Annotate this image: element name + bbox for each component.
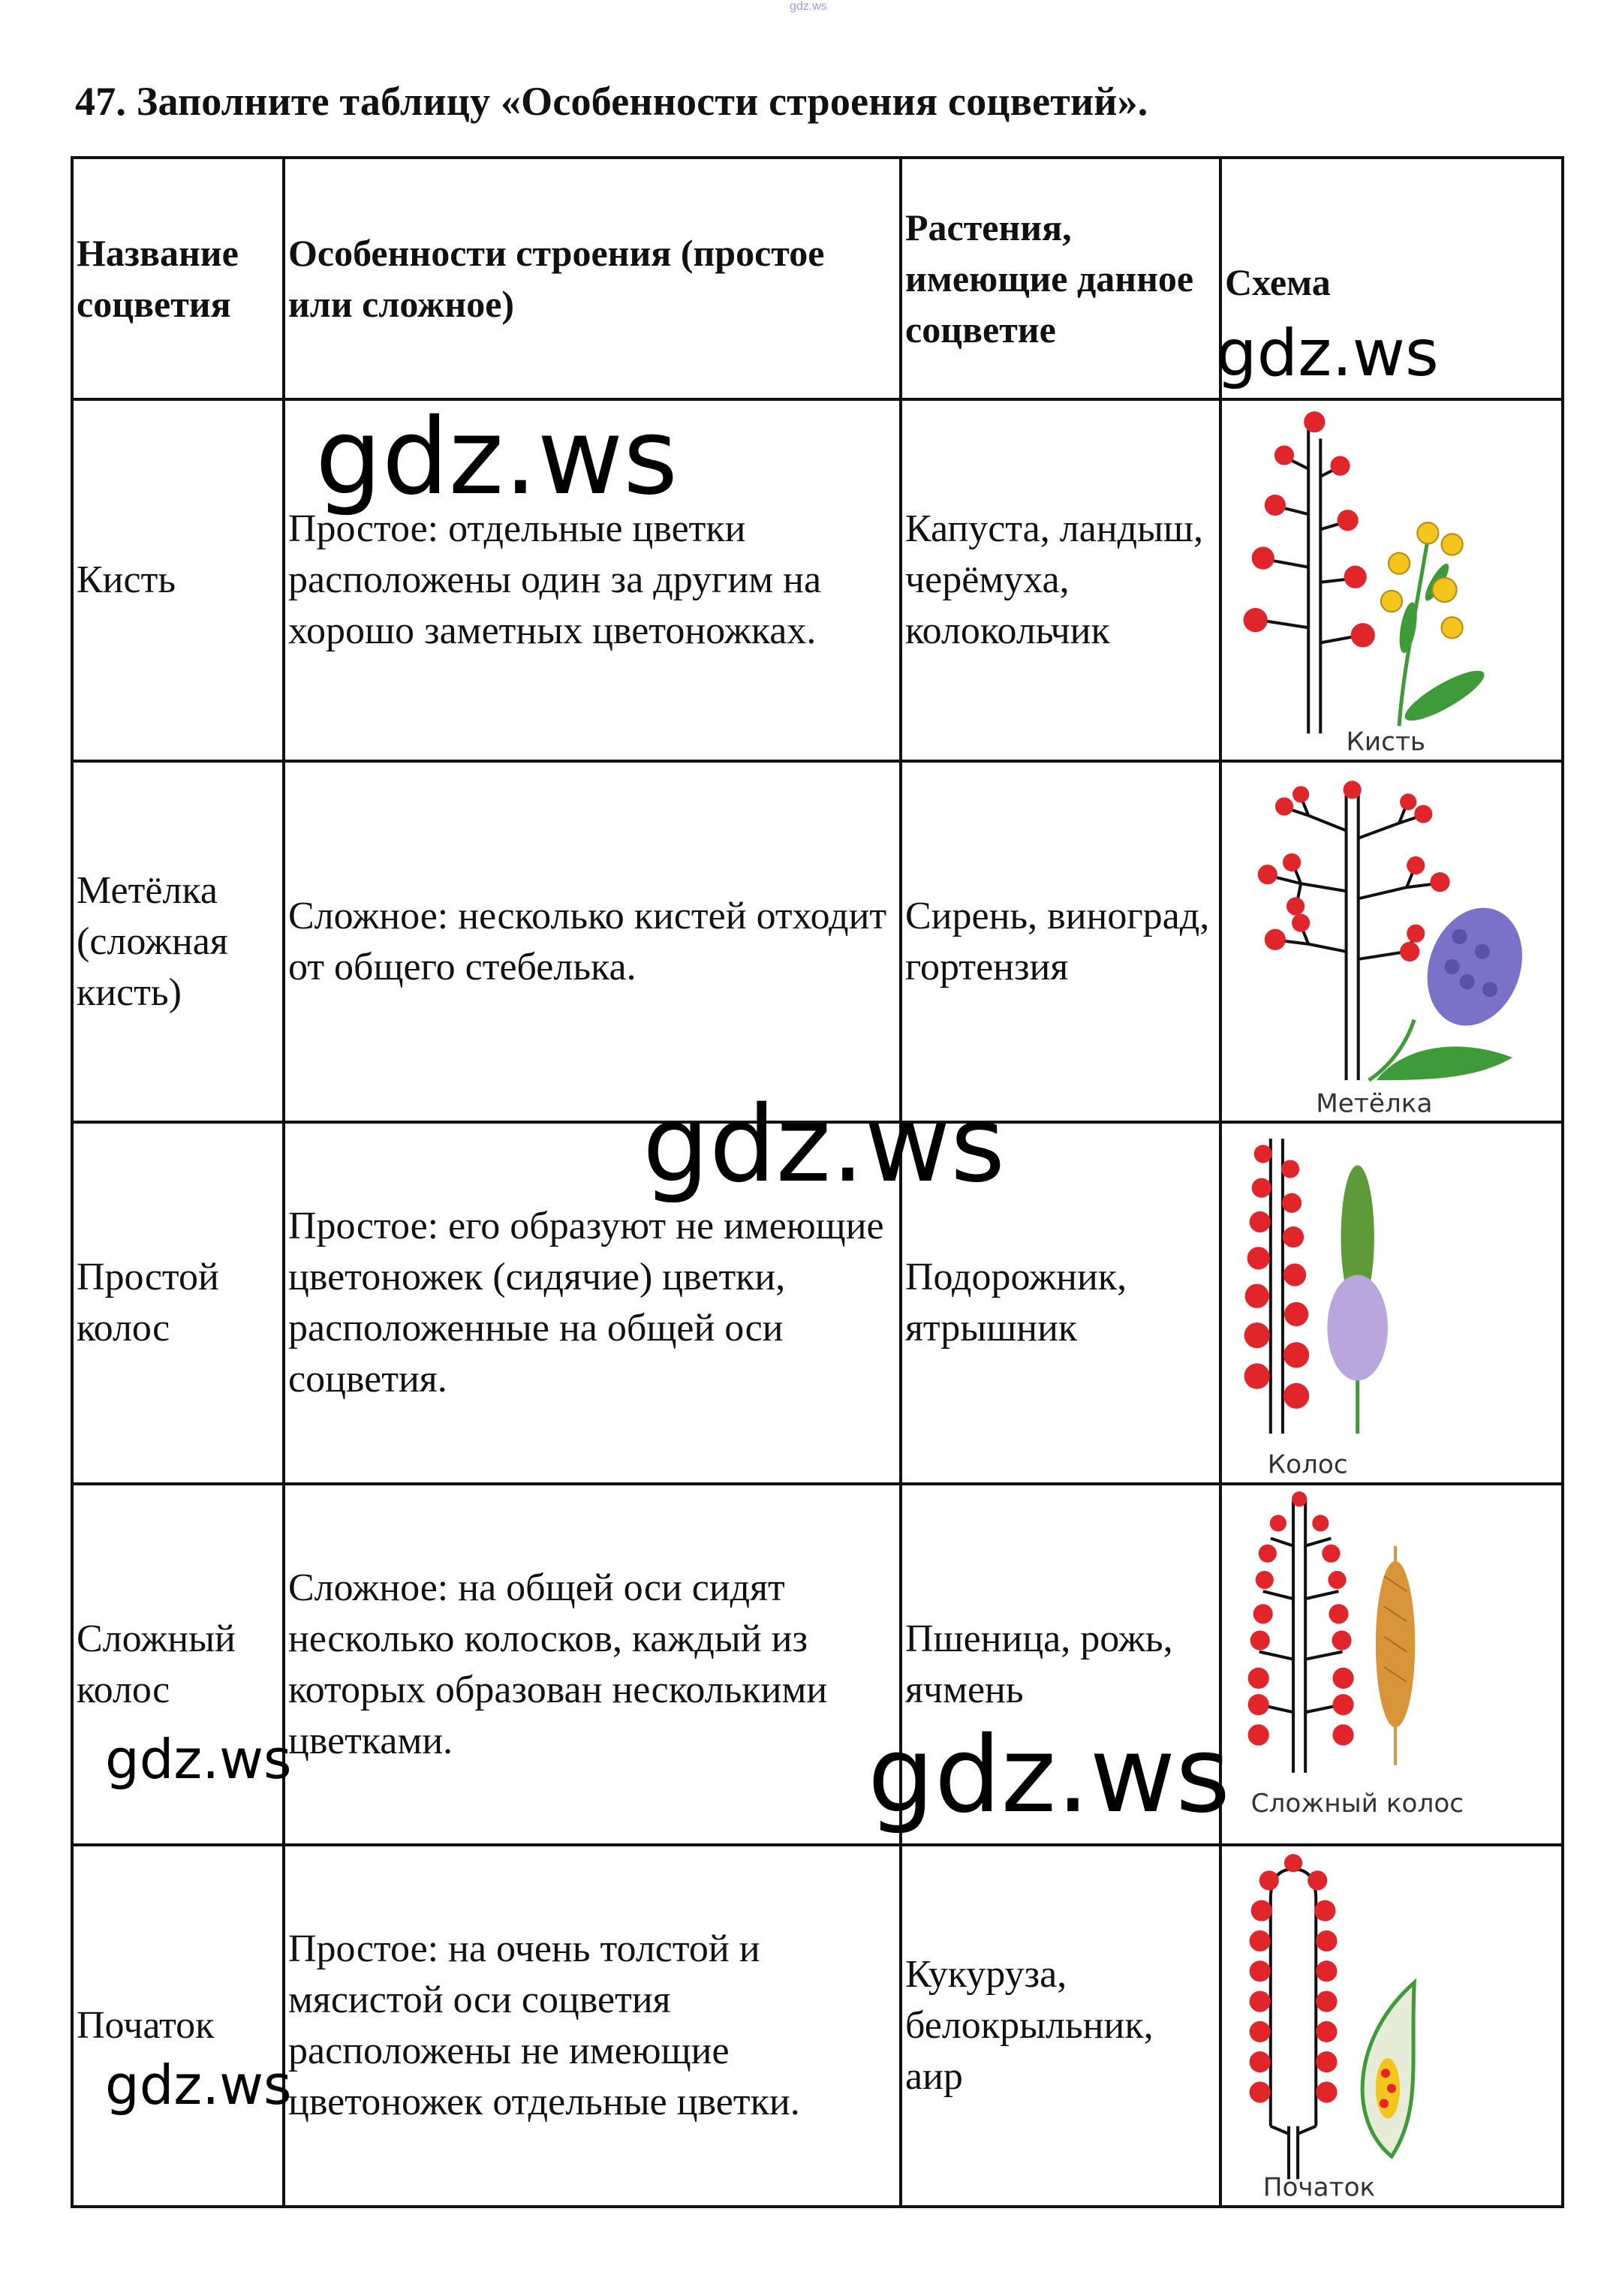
compound-spike-diagram [1222, 1485, 1561, 1844]
header-features: Особенности строения (простое или сложное) [284, 158, 901, 399]
table-row [72, 1845, 1563, 2207]
cell-name: Метёлка (сложная кисть) [72, 761, 284, 1123]
inflorescence-table [71, 156, 1564, 2208]
panicle-diagram [1222, 763, 1561, 1121]
header-scheme-label: Схема [1225, 261, 1331, 303]
cell-name: Простой колос [72, 1122, 284, 1484]
watermark-text: gdz.ws [315, 396, 679, 519]
cell-plants: Кукуруза, белокрыльник, аир [901, 1845, 1220, 2207]
watermark-text: gdz.ws [1216, 316, 1439, 391]
compound-spike-caption: Сложный колос [1250, 1789, 1464, 1819]
cell-plants: Сирень, виноград, гортензия [901, 761, 1220, 1123]
cell-features: Сложное: несколько кистей отходит от общего стебелька. [284, 761, 901, 1123]
panicle-scheme [1222, 763, 1561, 1121]
watermark-text: gdz.ws [105, 1728, 292, 1791]
table-row [72, 1484, 1563, 1846]
cell-scheme [1220, 1845, 1563, 2207]
spike-caption: Колос [1267, 1449, 1348, 1480]
cell-name: Сложный колос [72, 1484, 284, 1846]
header-name: Название соцветия [72, 158, 284, 399]
spadix-diagram [1222, 1846, 1561, 2205]
header-scheme [1220, 158, 1563, 399]
raceme-caption: Кисть [1346, 727, 1426, 757]
cell-features: Простое: его образуют не имеющие цветоножек (сидячие) цветки, расположенные на общей оси соцветия. [284, 1122, 901, 1484]
spadix-caption: Початок [1262, 2172, 1376, 2203]
table-row [72, 761, 1563, 1123]
table-row [72, 1122, 1563, 1484]
cell-features: Простое: на очень толстой и мясистой оси соцветия расположены не имеющие цветоножек отдельные цветки. [284, 1845, 901, 2207]
table-header-row [72, 158, 1563, 399]
spadix-scheme [1222, 1846, 1561, 2205]
raceme-scheme [1222, 401, 1561, 760]
cell-scheme [1220, 1122, 1563, 1484]
cell-plants: Капуста, ландыш, черёмуха, колокольчик [901, 399, 1220, 761]
cell-scheme [1220, 1484, 1563, 1846]
cell-plants: Подорожник, ятрышник [901, 1122, 1220, 1484]
watermark-text: gdz.ws [105, 2054, 292, 2117]
table-row [72, 399, 1563, 761]
cell-name: Початок [72, 1845, 284, 2207]
cell-scheme [1220, 399, 1563, 761]
cell-scheme [1220, 761, 1563, 1123]
cell-features: Простое: отдельные цветки расположены один за другим на хорошо заметных цветоножках. [284, 399, 901, 761]
cell-name: Кисть [72, 399, 284, 761]
compound-spike-scheme [1222, 1485, 1561, 1844]
cell-plants: Пшеница, рожь, ячмень [901, 1484, 1220, 1846]
raceme-diagram [1222, 401, 1561, 760]
page-title: 47. Заполните таблицу «Особенности строения соцветий». [75, 79, 1148, 124]
spike-diagram [1222, 1124, 1561, 1482]
cell-features: Сложное: на общей оси сидят несколько колосков, каждый из которых образован несколькими цветками. [284, 1484, 901, 1846]
watermark-text: gdz.ws [642, 1084, 1006, 1206]
panicle-caption: Метёлка [1316, 1088, 1433, 1119]
spike-scheme [1222, 1124, 1561, 1482]
top-watermark: gdz.ws [790, 0, 827, 13]
watermark-text: gdz.ws [868, 1714, 1231, 1837]
header-plants: Растения, имеющие данное соцветие [901, 158, 1220, 399]
